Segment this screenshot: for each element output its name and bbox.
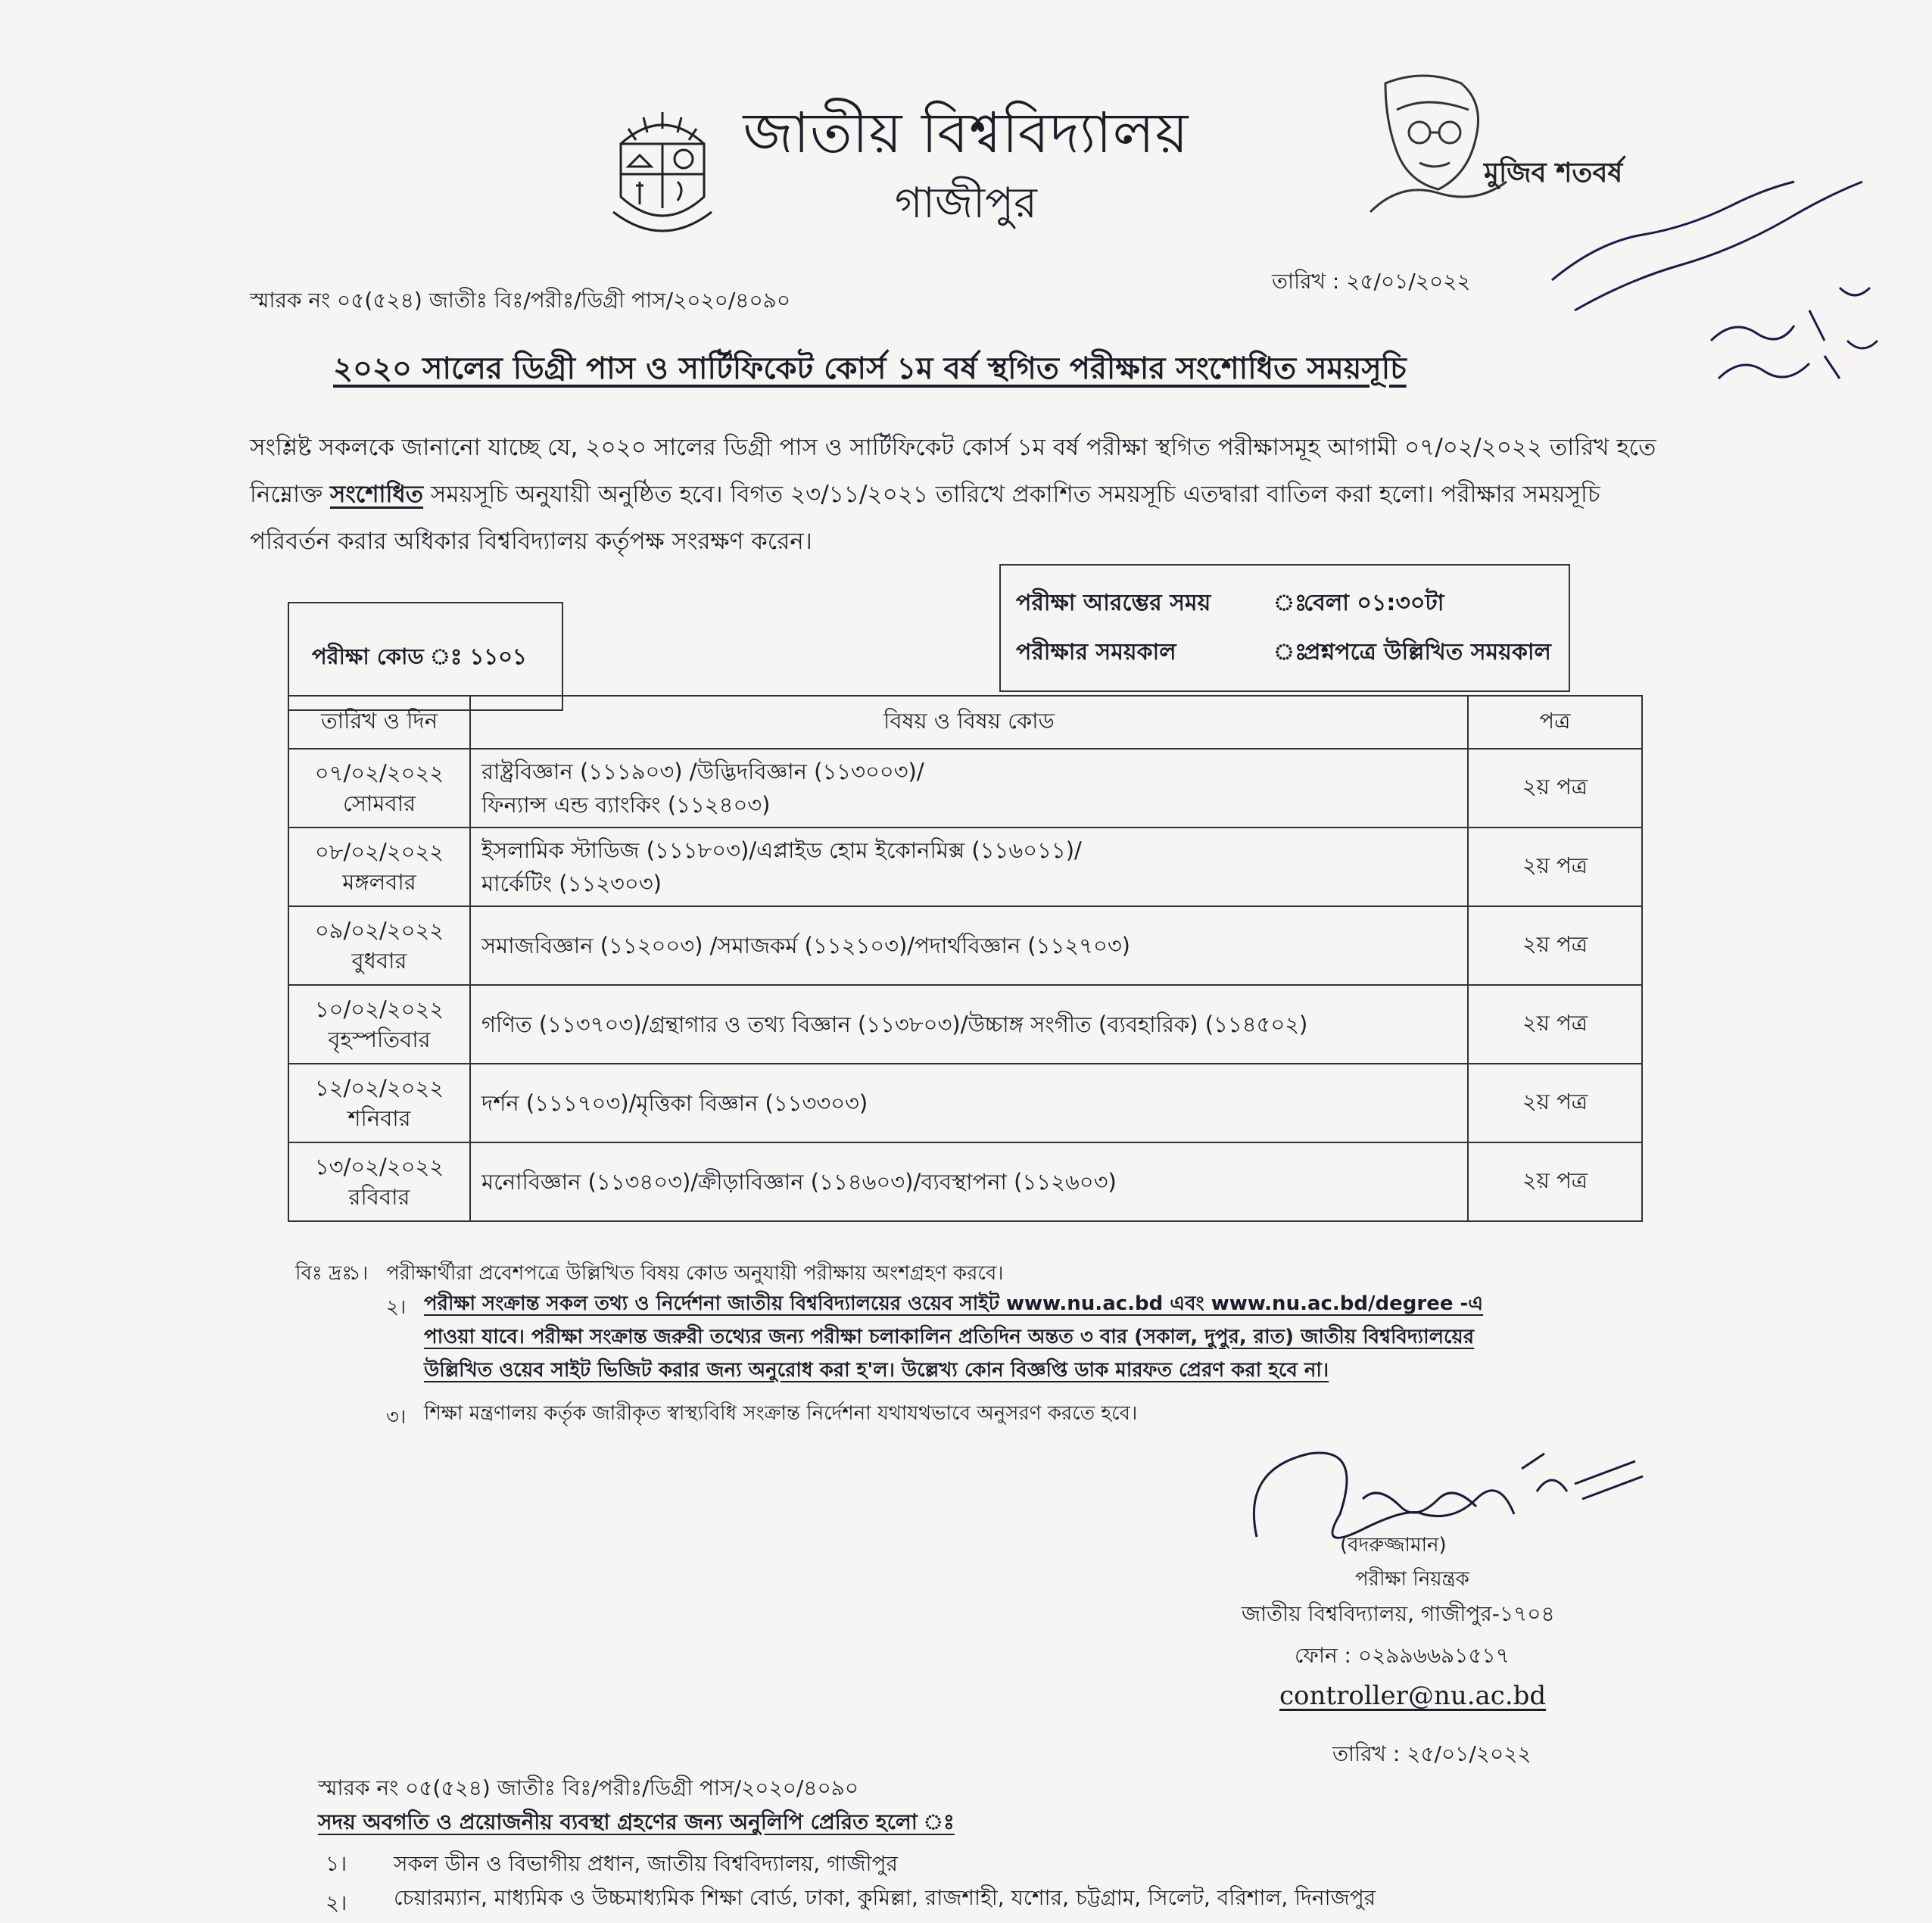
start-time-label: পরীক্ষা আরম্ভের সময় — [1016, 590, 1211, 616]
row-subject-line1: ইসলামিক স্টাডিজ (১১১৮০৩)/এপ্লাইড হোম ইকোনমিক্স (১১৬০১১)/ — [481, 837, 1082, 863]
note-1-number: ১। — [348, 1262, 369, 1285]
row-subject-cell — [470, 906, 1468, 985]
table-header-row — [288, 696, 1642, 749]
duration-row — [1016, 634, 1551, 672]
intro-paragraph — [250, 424, 1658, 565]
table-row — [288, 1142, 1642, 1221]
row-date: ০৭/০২/২০২২ — [314, 760, 444, 786]
row-date-cell — [288, 985, 470, 1064]
signatory-name: (বদরুজ্জামান) — [1340, 1534, 1447, 1557]
signatory-phone: ফোন : ০২৯৯৬৬৯১৫১৭ — [1295, 1643, 1510, 1668]
note-label: বিঃ দ্রঃ — [295, 1262, 353, 1285]
row-day: মঙ্গলবার — [342, 869, 416, 895]
note-3-number: ৩। — [386, 1406, 407, 1429]
row-subject-cell — [470, 749, 1468, 827]
row-date: ১২/০২/২০২২ — [314, 1075, 444, 1101]
university-city: গাজীপুর — [895, 179, 1037, 228]
row-date-cell — [288, 827, 470, 906]
exam-code: পরীক্ষা কোড ঃ ১১০১ — [312, 644, 527, 669]
row-date: ১৩/০২/২০২২ — [314, 1154, 444, 1180]
note-1: পরীক্ষার্থীরা প্রবেশপত্রে উল্লিখিত বিষয় কোড অনুযায়ী পরীক্ষায় অংশগ্রহণ করবে। — [386, 1262, 1004, 1285]
row-subject-line1: সমাজবিজ্ঞান (১১২০০৩) /সমাজকর্ম (১১২১০৩)/পদার্থবিজ্ঞান (১১২৭০৩) — [481, 933, 1130, 958]
header-date: তারিখ ও দিন — [288, 696, 470, 749]
start-time-value: বেলা ০১:৩০টা — [1304, 590, 1444, 616]
start-time-sep: ঃ — [1273, 590, 1307, 616]
note-2 — [424, 1287, 1650, 1387]
note-3: শিক্ষা মন্ত্রণালয় কর্তৃক জারীকৃত স্বাস্থ্যবিধি সংক্রান্ত নির্দেশনা যথাযথভাবে অনুসরণ করতে হবে। — [424, 1402, 1138, 1425]
row-day: বৃহস্পতিবার — [328, 1027, 431, 1052]
row-subject-line1: মনোবিজ্ঞান (১১৩৪০৩)/ক্রীড়াবিজ্ঞান (১১৪৬০৩)/ব্যবস্থাপনা (১১২৬০৩) — [481, 1169, 1117, 1195]
logo-text: মুজিব শতবর্ষ — [1484, 157, 1623, 189]
start-time-row — [1016, 584, 1444, 623]
table-row — [288, 906, 1642, 985]
row-paper: ২য় পত্র — [1468, 827, 1642, 906]
duration-label: পরীক্ষার সময়কাল — [1016, 639, 1176, 665]
row-day: সোমবার — [343, 790, 416, 816]
notice-title: ২০২০ সালের ডিগ্রী পাস ও সার্টিফিকেট কোর্স ১ম বর্ষ স্থগিত পরীক্ষার সংশোধিত সময়সূচি — [333, 351, 1407, 386]
issue-date: তারিখ : ২৫/০১/২০২২ — [1272, 269, 1471, 294]
row-date-cell — [288, 1142, 470, 1221]
footer-memo-number: স্মারক নং ০৫(৫২৪) জাতীঃ বিঃ/পরীঃ/ডিগ্রী পাস/২০২০/৪০৯০ — [318, 1775, 859, 1800]
header-paper: পত্র — [1468, 696, 1642, 749]
copy-heading: সদয় অবগতি ও প্রয়োজনীয় ব্যবস্থা গ্রহণের জন্য অনুলিপি প্রেরিত হলো ঃ — [318, 1809, 955, 1834]
row-date-cell — [288, 1064, 470, 1142]
header-subject: বিষয় ও বিষয় কোড — [470, 696, 1468, 749]
exam-timing-box — [999, 564, 1570, 692]
row-date: ০৯/০২/২০২২ — [314, 918, 444, 943]
intro-text-part1: সংশ্লিষ্ট সকলকে জানানো যাচ্ছে যে, ২০২০ সালের ডিগ্রী পাস ও সার্টিফিকেট কোর্স ১ম বর্ষ পরীক্ষা স্থগিত পরীক্ষাসমূহ আগামী ০৭/০২/২০২২ তারিখ হতে নিম্নোক্ত — [250, 434, 1656, 508]
signatory-title: পরীক্ষা নিয়ন্ত্রক — [1355, 1568, 1469, 1591]
row-date: ০৮/০২/২০২২ — [314, 839, 444, 865]
copy-1-number: ১। — [326, 1851, 347, 1876]
intro-text-part2: সময়সূচি অনুযায়ী অনুষ্ঠিত হবে। বিগত ২৩/১১/২০২১ তারিখে প্রকাশিত সময়সূচি এতদ্বারা বাতিল করা হলো। পরীক্ষার সময়সূচি পরিবর্তন করার অধিকার বিশ্ববিদ্যালয় কর্তৃপক্ষ সংরক্ষণ করেন। — [250, 481, 1600, 555]
row-subject-cell — [470, 1142, 1468, 1221]
signatory-office: জাতীয় বিশ্ববিদ্যালয়, গাজীপুর-১৭০৪ — [1242, 1601, 1555, 1626]
row-subject-line2: মার্কেটিং (১১২৩০৩) — [481, 871, 662, 896]
row-subject-cell — [470, 985, 1468, 1064]
table-row — [288, 827, 1642, 906]
duration-value: প্রশ্নপত্রে উল্লিখিত সময়কাল — [1304, 639, 1551, 665]
handwritten-note-icon — [1537, 151, 1885, 394]
signatory-email: controller@nu.ac.bd — [1279, 1681, 1547, 1711]
row-date-cell — [288, 749, 470, 827]
row-subject-line2: ফিন্যান্স এন্ড ব্যাংকিং (১১২৪০৩) — [481, 792, 771, 818]
table-row — [288, 985, 1642, 1064]
row-day: শনিবার — [347, 1105, 411, 1131]
note-2-line3: উল্লিখিত ওয়েব সাইট ভিজিট করার জন্য অনুরোধ করা হ'ল। উল্লেখ্য কোন বিজ্ঞপ্তি ডাক মারফত প্রেরণ করা হবে না। — [424, 1359, 1329, 1382]
row-paper: ২য় পত্র — [1468, 1064, 1642, 1142]
note-2-number: ২। — [386, 1296, 407, 1319]
table-row — [288, 749, 1642, 827]
row-paper: ২য় পত্র — [1468, 1142, 1642, 1221]
row-subject-cell — [470, 827, 1468, 906]
row-date: ১০/০২/২০২২ — [314, 996, 444, 1022]
note-2-line1: পরীক্ষা সংক্রান্ত সকল তথ্য ও নির্দেশনা জাতীয় বিশ্ববিদ্যালয়ের ওয়েব সাইট www.nu.ac.bd এবং www.nu.ac.bd/degree -এ — [424, 1292, 1484, 1315]
duration-sep: ঃ — [1273, 639, 1307, 665]
intro-emphasis: সংশোধিত — [329, 481, 424, 508]
row-day: রবিবার — [348, 1184, 410, 1210]
row-paper: ২য় পত্র — [1468, 749, 1642, 827]
memo-number: স্মারক নং ০৫(৫২৪) জাতীঃ বিঃ/পরীঃ/ডিগ্রী পাস/২০২০/৪০৯০ — [250, 288, 791, 313]
row-subject-line1: দর্শন (১১১৭০৩)/মৃত্তিকা বিজ্ঞান (১১৩৩০৩) — [481, 1090, 868, 1116]
note-2-line2: পাওয়া যাবে। পরীক্ষা সংক্রান্ত জরুরী তথ্যের জন্য পরীক্ষা চলাকালিন প্রতিদিন অন্তত ৩ বার (সকাল, দুপুর, রাত) জাতীয় বিশ্ববিদ্যালয়ের — [424, 1326, 1475, 1348]
row-paper: ২য় পত্র — [1468, 906, 1642, 985]
copy-recipient-1: সকল ডীন ও বিভাগীয় প্রধান, জাতীয় বিশ্ববিদ্যালয়, গাজীপুর — [394, 1851, 898, 1876]
copy-recipient-2: চেয়ারম্যান, মাধ্যমিক ও উচ্চমাধ্যমিক শিক্ষা বোর্ড, ঢাকা, কুমিল্লা, রাজশাহী, যশোর, চট্টগ্রাম, সিলেট, বরিশাল, দিনাজপুর — [394, 1885, 1376, 1910]
row-date-cell — [288, 906, 470, 985]
row-subject-line1: গণিত (১১৩৭০৩)/গ্রন্থাগার ও তথ্য বিজ্ঞান (১১৩৮০৩)/উচ্চাঙ্গ সংগীত (ব্যবহারিক) (১১৪৫০২) — [481, 1011, 1308, 1037]
row-day: বুধবার — [351, 948, 407, 974]
footer-date: তারিখ : ২৫/০১/২০২২ — [1332, 1741, 1532, 1766]
table-row — [288, 1064, 1642, 1142]
row-paper: ২য় পত্র — [1468, 985, 1642, 1064]
row-subject-line1: রাষ্ট্রবিজ্ঞান (১১১৯০৩) /উদ্ভিদবিজ্ঞান (১১৩০০৩)/ — [481, 759, 924, 784]
university-name: জাতীয় বিশ্ববিদ্যালয় — [743, 101, 1189, 166]
row-subject-cell — [470, 1064, 1468, 1142]
copy-2-number: ২। — [326, 1890, 347, 1915]
exam-schedule-table — [288, 695, 1643, 1222]
